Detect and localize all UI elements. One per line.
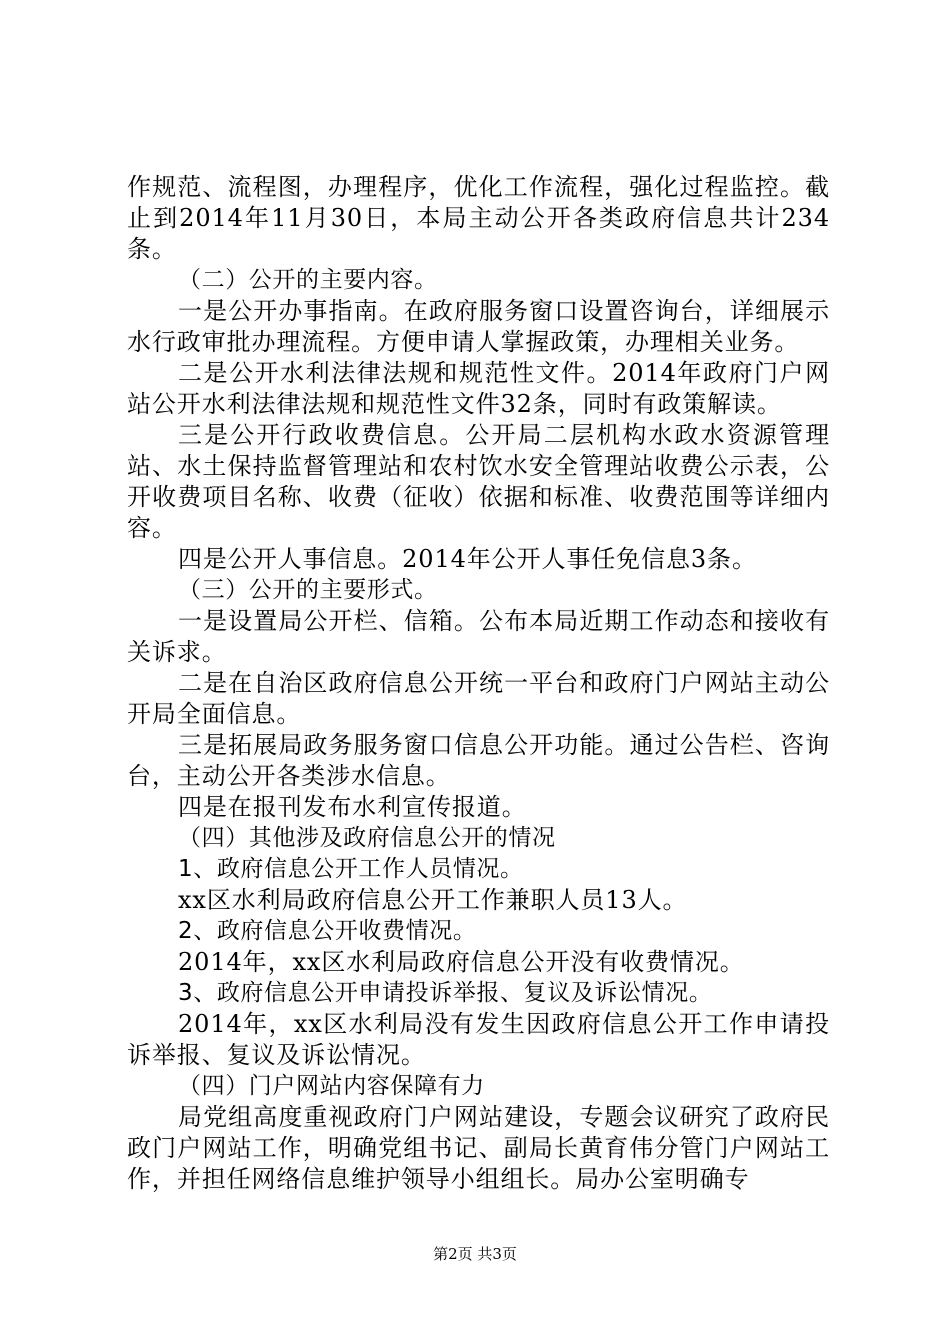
body-paragraph: 三是公开行政收费信息。公开局二层机构水政水资源管理站、水土保持监督管理站和农村饮水安全管理站收费公示表，公开收费项目名称、收费（征收）依据和标准、收费范围等详细内容。 <box>127 421 830 542</box>
body-paragraph: 二是在自治区政府信息公开统一平台和政府门户网站主动公开局全面信息。 <box>127 669 830 728</box>
body-paragraph: 2014年，xx区水利局政府信息公开没有收费情况。 <box>178 948 745 976</box>
section-heading: （三）公开的主要形式。 <box>178 577 438 603</box>
body-paragraph: 三是拓展局政务服务窗口信息公开功能。通过公告栏、咨询台，主动公开各类涉水信息。 <box>127 731 830 790</box>
section-heading: （四）门户网站内容保障有力 <box>178 1073 485 1099</box>
page-number-footer: 第2页 共3页 <box>433 1245 517 1263</box>
subsection-heading: 3、政府信息公开申请投诉举报、复议及诉讼情况。 <box>178 980 713 1006</box>
document-body <box>127 172 830 1195</box>
body-paragraph: 四是在报刊发布水利宣传报道。 <box>178 793 527 821</box>
subsection-heading: 1、政府信息公开工作人员情况。 <box>178 856 524 882</box>
body-paragraph: 局党组高度重视政府门户网站建设，专题会议研究了政府民政门户网站工作，明确党组书记、副局长黄育伟分管门户网站工作，并担任网络信息维护领导小组组长。局办公室明确专 <box>127 1103 830 1193</box>
body-paragraph: 二是公开水利法律法规和规范性文件。2014年政府门户网站公开水利法律法规和规范性文件32条，同时有政策解读。 <box>127 359 830 418</box>
section-heading: （四）其他涉及政府信息公开的情况 <box>178 825 556 851</box>
body-paragraph: 一是设置局公开栏、信箱。公布本局近期工作动态和接收有关诉求。 <box>127 607 830 666</box>
subsection-heading: 2、政府信息公开收费情况。 <box>178 918 477 944</box>
section-heading: （二）公开的主要内容。 <box>178 267 438 293</box>
body-paragraph: 作规范、流程图，办理程序，优化工作流程，强化过程监控。截止到2014年11月30日，本局主动公开各类政府信息共计234条。 <box>127 173 830 263</box>
body-paragraph: 2014年，xx区水利局没有发生因政府信息公开工作申请投诉举报、复议及诉讼情况。 <box>127 1010 830 1069</box>
body-paragraph: xx区水利局政府信息公开工作兼职人员13人。 <box>178 886 688 914</box>
body-paragraph: 四是公开人事信息。2014年公开人事任免信息3条。 <box>178 545 757 573</box>
body-paragraph: 一是公开办事指南。在政府服务窗口设置咨询台，详细展示水行政审批办理流程。方便申请人掌握政策，办理相关业务。 <box>127 297 830 356</box>
